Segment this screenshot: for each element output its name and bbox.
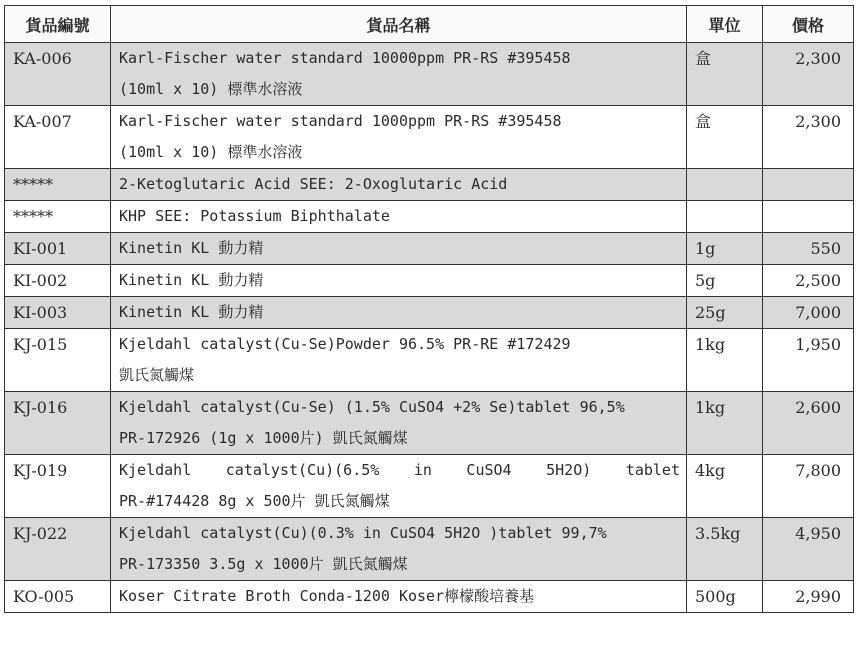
table-body xyxy=(5,43,854,613)
item-code: KA-006 xyxy=(5,43,111,106)
item-price xyxy=(763,169,854,201)
item-code: KA-007 xyxy=(5,106,111,169)
item-name-line: Kinetin KL 動力精 xyxy=(119,271,264,289)
item-price: 2,300 xyxy=(763,106,854,169)
item-code: KO-005 xyxy=(5,581,111,613)
item-price: 2,600 xyxy=(763,392,854,455)
item-name-line: PR-172926 (1g x 1000片) 凱氏氮觸煤 xyxy=(119,429,408,447)
item-price: 4,950 xyxy=(763,518,854,581)
header-code: 貨品編號 xyxy=(5,6,111,43)
table-row xyxy=(5,518,854,581)
item-unit: 盒 xyxy=(687,106,763,169)
item-code: KI-003 xyxy=(5,297,111,329)
table-row xyxy=(5,169,854,201)
item-name xyxy=(111,518,687,581)
item-name-line: Kjeldahl catalyst(Cu-Se) (1.5% CuSO4 +2% Se)tablet 96,5% xyxy=(119,398,625,416)
item-name-line: Kjeldahl catalyst(Cu-Se)Powder 96.5% PR-RE #172429 xyxy=(119,335,571,353)
item-name-line: Karl-Fischer water standard 10000ppm PR-RS #395458 xyxy=(119,49,571,67)
item-unit: 4kg xyxy=(687,455,763,518)
table-row xyxy=(5,297,854,329)
table-row xyxy=(5,43,854,106)
header-name: 貨品名稱 xyxy=(111,6,687,43)
item-name-line: 2-Ketoglutaric Acid SEE: 2-Oxoglutaric Acid xyxy=(119,175,508,193)
item-name-line: 凱氏氮觸煤 xyxy=(119,366,195,384)
item-price: 550 xyxy=(763,233,854,265)
item-unit xyxy=(687,169,763,201)
table-row xyxy=(5,233,854,265)
item-unit: 1kg xyxy=(687,329,763,392)
item-unit: 5g xyxy=(687,265,763,297)
item-unit: 25g xyxy=(687,297,763,329)
header-row xyxy=(5,6,854,43)
item-name-line: (10ml x 10) 標準水溶液 xyxy=(119,80,303,98)
item-name xyxy=(111,392,687,455)
item-name xyxy=(111,297,687,329)
price-list-table xyxy=(4,5,854,613)
table-row xyxy=(5,392,854,455)
item-name xyxy=(111,169,687,201)
item-name-line: (10ml x 10) 標準水溶液 xyxy=(119,143,303,161)
item-code: KI-002 xyxy=(5,265,111,297)
item-name xyxy=(111,265,687,297)
header-unit: 單位 xyxy=(687,6,763,43)
item-name-line: PR-173350 3.5g x 1000片 凱氏氮觸煤 xyxy=(119,555,408,573)
item-name-line: Kinetin KL 動力精 xyxy=(119,239,264,257)
item-name xyxy=(111,106,687,169)
item-unit: 1kg xyxy=(687,392,763,455)
item-code: KJ-019 xyxy=(5,455,111,518)
item-price: 7,800 xyxy=(763,455,854,518)
item-name-line: Kinetin KL 動力精 xyxy=(119,303,264,321)
item-name xyxy=(111,233,687,265)
table-row xyxy=(5,455,854,518)
item-name-line: Koser Citrate Broth Conda-1200 Koser檸檬酸培養基 xyxy=(119,587,535,605)
item-price: 2,300 xyxy=(763,43,854,106)
item-price: 1,950 xyxy=(763,329,854,392)
table-row xyxy=(5,201,854,233)
item-name-line: Karl-Fischer water standard 1000ppm PR-RS #395458 xyxy=(119,112,562,130)
item-name-line: Kjeldahl catalyst(Cu)(6.5% in CuSO4 5H2O) tablet xyxy=(119,461,680,479)
item-name xyxy=(111,455,687,518)
item-code: KJ-022 xyxy=(5,518,111,581)
item-name-line: Kjeldahl catalyst(Cu)(0.3% in CuSO4 5H2O )tablet 99,7% xyxy=(119,524,607,542)
item-code: KJ-016 xyxy=(5,392,111,455)
item-name xyxy=(111,329,687,392)
table-row xyxy=(5,265,854,297)
item-price: 2,990 xyxy=(763,581,854,613)
item-name xyxy=(111,581,687,613)
item-code: ***** xyxy=(5,169,111,201)
item-unit: 盒 xyxy=(687,43,763,106)
item-unit: 1g xyxy=(687,233,763,265)
item-price: 2,500 xyxy=(763,265,854,297)
item-unit: 3.5kg xyxy=(687,518,763,581)
item-name xyxy=(111,43,687,106)
item-unit xyxy=(687,201,763,233)
item-code: KI-001 xyxy=(5,233,111,265)
item-name-line: KHP SEE: Potassium Biphthalate xyxy=(119,207,390,225)
item-name xyxy=(111,201,687,233)
item-unit: 500g xyxy=(687,581,763,613)
item-price xyxy=(763,201,854,233)
item-name-line: PR-#174428 8g x 500片 凱氏氮觸煤 xyxy=(119,492,390,510)
item-code: ***** xyxy=(5,201,111,233)
item-price: 7,000 xyxy=(763,297,854,329)
table-row xyxy=(5,329,854,392)
item-code: KJ-015 xyxy=(5,329,111,392)
header-price: 價格 xyxy=(763,6,854,43)
table-row xyxy=(5,106,854,169)
table-row xyxy=(5,581,854,613)
